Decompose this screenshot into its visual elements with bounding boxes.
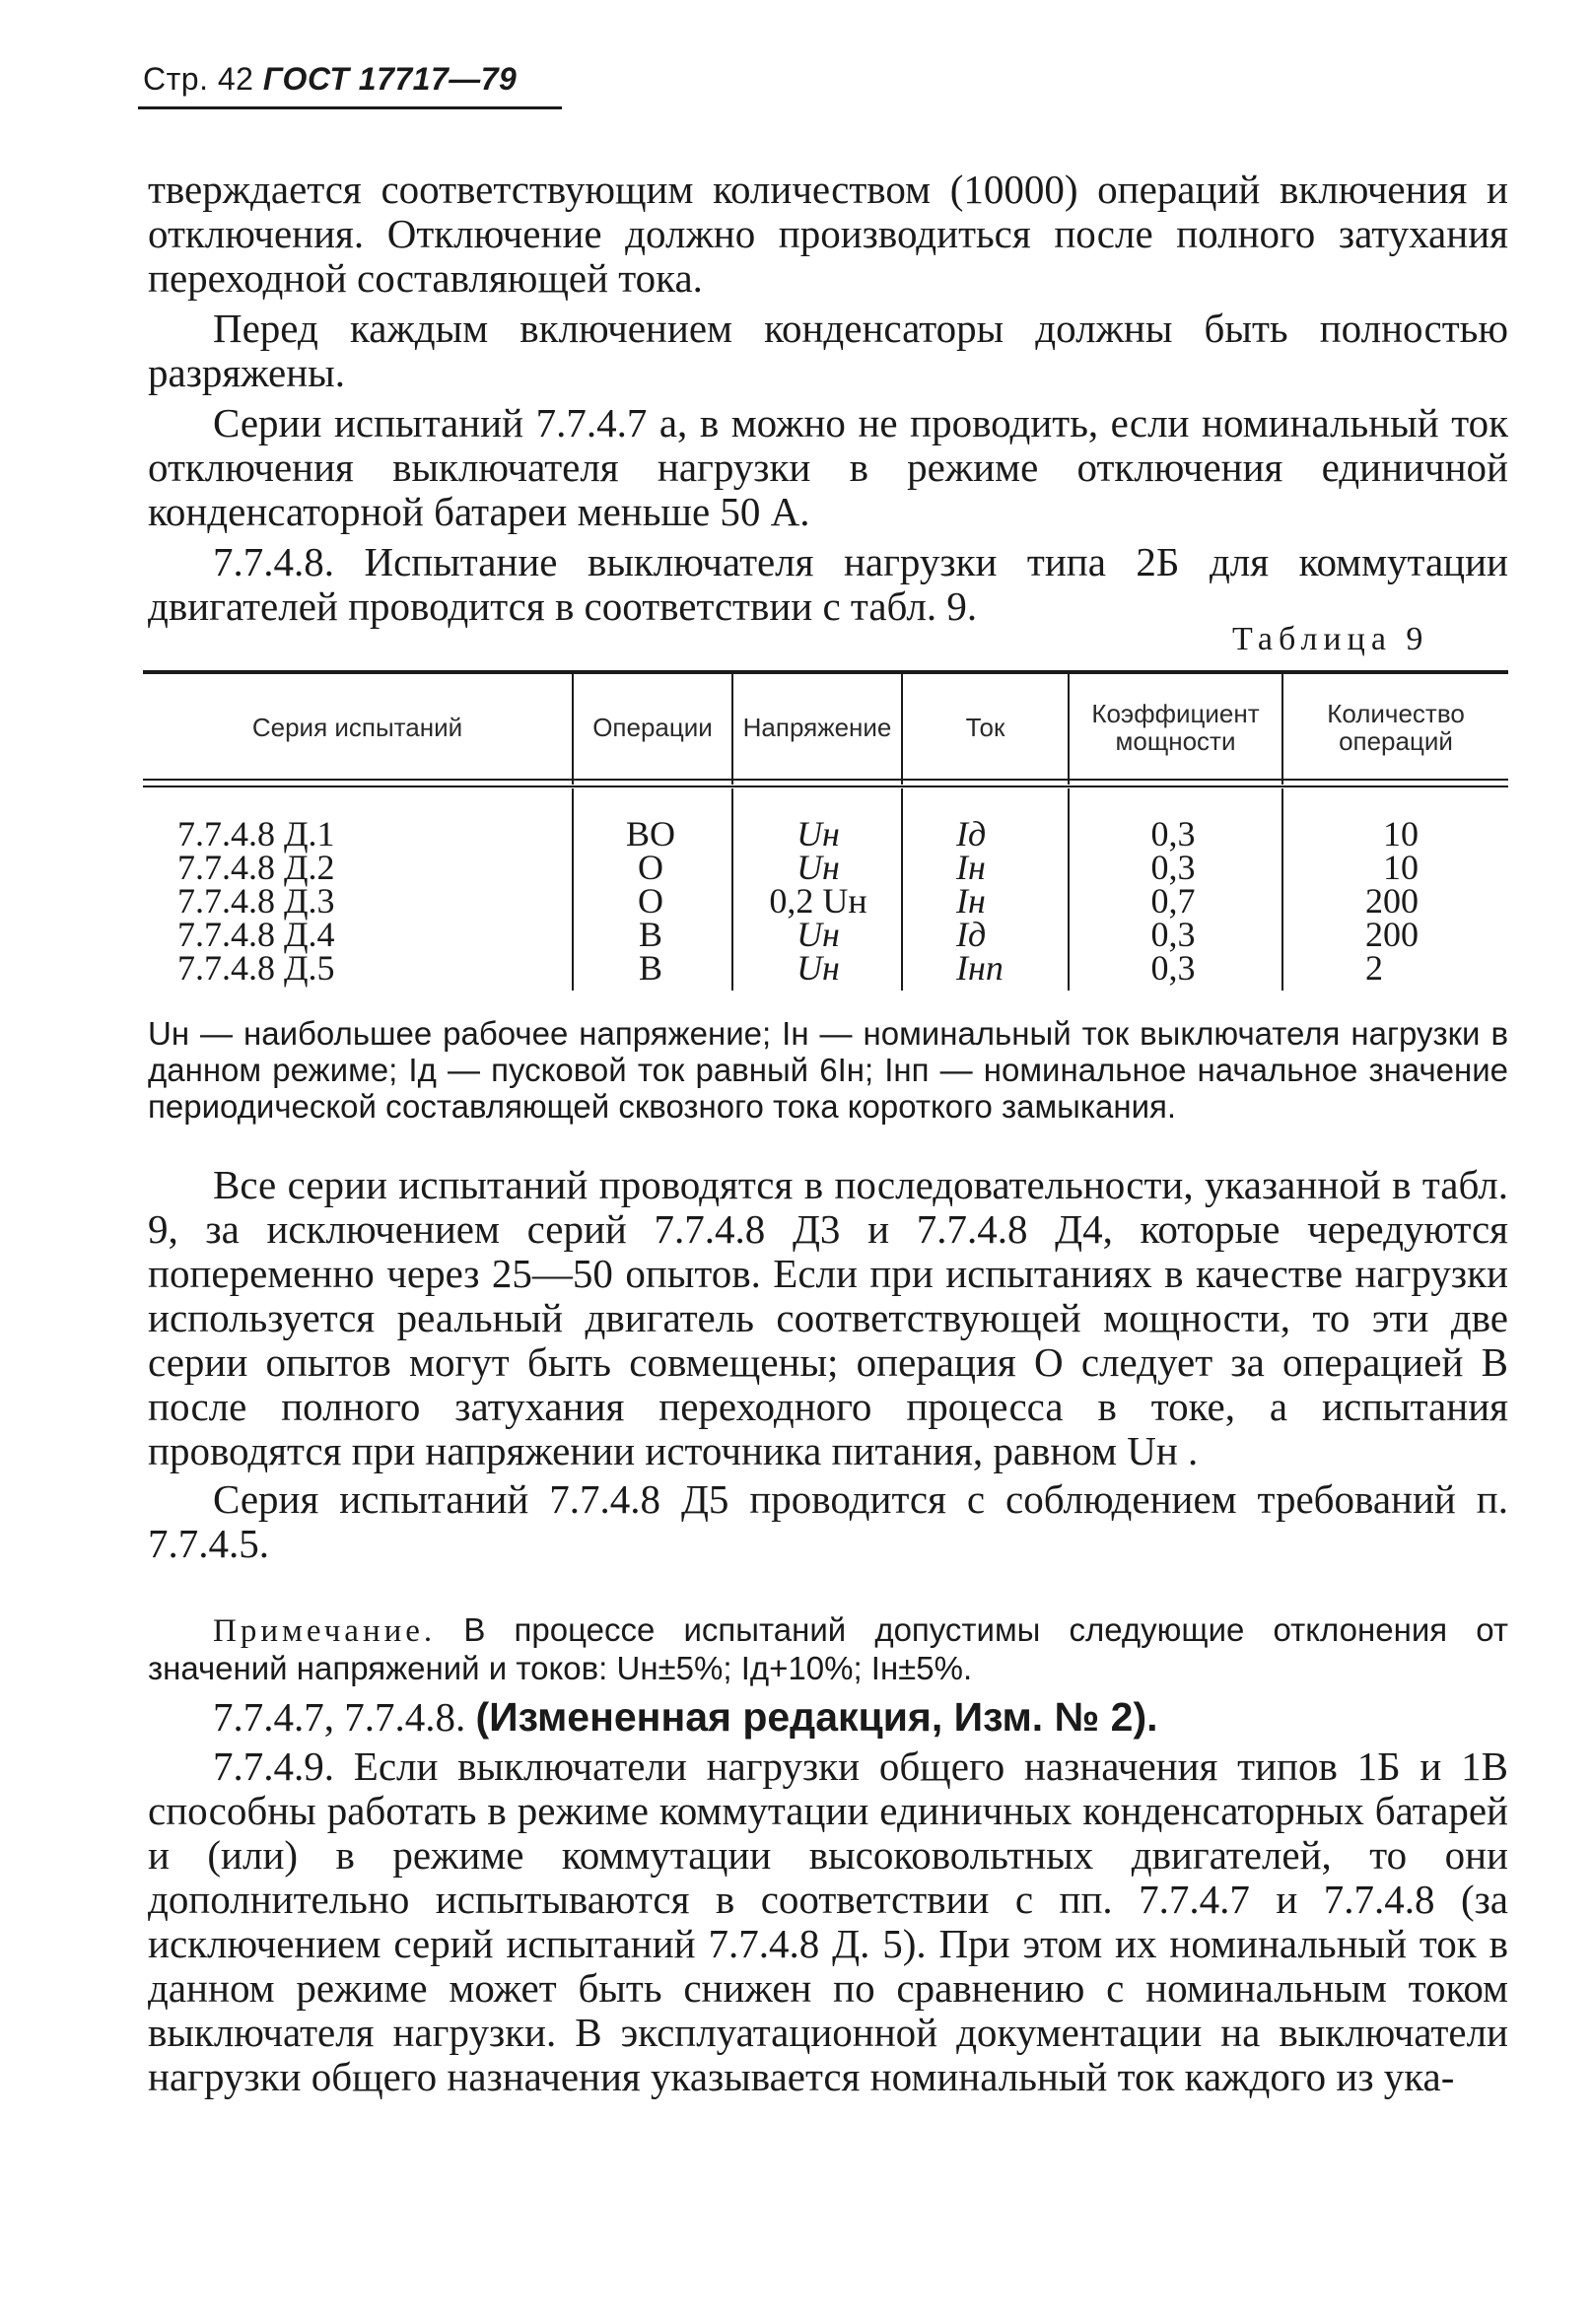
cell-voltage: Uн <box>796 814 840 854</box>
cell-count: 10 <box>1383 814 1419 854</box>
table-col-divider <box>901 788 903 991</box>
paragraph-7-7-4-8: 7.7.4.8. Испытание выключателя нагрузки типа 2Б для коммутации двигателей проводится в соответствии с табл. 9. <box>148 539 1508 629</box>
cell-power-factor: 0,3 <box>1150 915 1196 954</box>
cell-series: 7.7.4.8 Д.2 <box>177 848 335 887</box>
amendment-text: (Измененная редакция, Изм. № 2). <box>475 1694 1158 1740</box>
cell-current: Iн <box>956 848 986 887</box>
note-text: В процессе испытаний допустимы следующие отклонения от значений напряжений и токов: Uн±5%; Iд+10%; Iн±5%. <box>148 1611 1508 1686</box>
amendment-line <box>148 1695 1508 1740</box>
note-label: Примечание. <box>213 1613 437 1649</box>
table-col-divider <box>1068 788 1070 991</box>
table-top-rule <box>143 670 1508 674</box>
table-header-power-factor: Коэффициент мощности <box>1091 698 1260 756</box>
cell-current: Iнп <box>956 948 1004 988</box>
cell-series: 7.7.4.8 Д.1 <box>177 814 335 854</box>
header-rule <box>138 106 562 109</box>
paragraph-d5: Серия испытаний 7.7.4.8 Д5 проводится с соблюдением требований п. 7.7.4.5. <box>148 1476 1508 1566</box>
text-block-top <box>148 168 1508 629</box>
table-header-operations: Операции <box>592 712 713 742</box>
paragraph-continuation: тверждается соответствующим количеством (10000) операций включения и отключения. Отключение должно производиться после полного затухания переходной составляющей тока. <box>148 167 1508 301</box>
cell-operations: О <box>638 848 663 887</box>
table-note-block <box>148 1015 1508 1125</box>
cell-power-factor: 0,3 <box>1150 948 1196 988</box>
page-header <box>143 59 517 99</box>
table-header-count: Количество операций <box>1327 698 1465 756</box>
table-header-rule-double <box>143 786 1508 787</box>
cell-current: Iд <box>956 814 987 854</box>
note-block <box>148 1611 1508 1688</box>
table-col-divider <box>1281 788 1283 991</box>
cell-series: 7.7.4.8 Д.3 <box>177 881 335 921</box>
cell-count: 200 <box>1365 881 1419 921</box>
paragraph-sequence: Все серии испытаний проводятся в последовательности, указанной в табл. 9, за исключением серий 7.7.4.8 Д3 и 7.7.4.8 Д4, которые чередуются попеременно через 25—50 опытов. Если при испытаниях в качестве нагрузки используется реальный двигатель соответствующей мощности, то эти две серии опытов могут быть совмещены; операция О следует за операцией В после полного затухания переходного процесса в токе, а испытания проводятся при напряжении источника питания, равном Uн . <box>148 1162 1508 1473</box>
cell-series: 7.7.4.8 Д.4 <box>177 915 335 954</box>
note-paragraph <box>148 1611 1508 1688</box>
cell-voltage: Uн <box>796 948 840 988</box>
table-header-rule <box>143 779 1508 781</box>
amendment-block <box>148 1695 1508 1740</box>
table-col-divider <box>572 788 574 991</box>
cell-series: 7.7.4.8 Д.5 <box>177 948 335 988</box>
cell-count: 10 <box>1383 848 1419 887</box>
text-block-bottom <box>148 1744 1508 2099</box>
cell-current: Iн <box>956 881 986 921</box>
table-header-voltage: Напряжение <box>742 712 892 742</box>
standard-number: ГОСТ 17717—79 <box>262 61 518 97</box>
paragraph-series-skip: Серии испытаний 7.7.4.7 а, в можно не проводить, если номинальный ток отключения выключателя нагрузки в режиме отключения единичной конденсаторной батареи меньше 50 А. <box>148 400 1508 534</box>
table-header-series: Серия испытаний <box>251 712 463 742</box>
cell-voltage: Uн <box>796 915 840 954</box>
cell-voltage: Uн <box>796 848 840 887</box>
cell-operations: В <box>638 915 662 954</box>
cell-operations: О <box>638 881 663 921</box>
table-col-divider <box>731 788 733 991</box>
table-legend: Uн — наибольшее рабочее напряжение; Iн — номинальный ток выключателя нагрузки в данном режиме; Iд — пусковой ток равный 6Iн; Iнп — номинальное начальное значение периодической составляющей сквозного тока короткого замыкания. <box>148 1015 1508 1125</box>
paragraph-7-7-4-9: 7.7.4.9. Если выключатели нагрузки общего назначения типов 1Б и 1В способны работать в режиме коммутации единичных конденсаторных батарей и (или) в режиме коммутации высоковольтных двигателей, то они дополнительно испытываются в соответствии с пп. 7.7.4.7 и 7.7.4.8 (за исключением серий испытаний 7.7.4.8 Д. 5). При этом их номинальный ток в данном режиме может быть снижен по сравнению с номинальным током выключателя нагрузки. В эксплуатационной документации на выключатели нагрузки общего назначения указывается номинальный ток каждого из ука- <box>148 1743 1508 2099</box>
text-block-middle <box>148 1163 1508 1566</box>
amendment-ref: 7.7.4.7, 7.7.4.8. <box>213 1694 466 1740</box>
cell-count: 200 <box>1365 915 1419 954</box>
cell-power-factor: 0,3 <box>1150 848 1196 887</box>
page-label: Стр. 42 <box>143 61 254 97</box>
cell-power-factor: 0,3 <box>1150 814 1196 854</box>
cell-power-factor: 0,7 <box>1150 881 1196 921</box>
table-caption: Таблица 9 <box>1232 621 1429 657</box>
cell-voltage: 0,2 Uн <box>769 881 867 921</box>
cell-current: Iд <box>956 915 987 954</box>
table-header-current: Ток <box>965 712 1005 742</box>
cell-operations: В <box>638 948 662 988</box>
cell-count: 2 <box>1365 948 1383 988</box>
paragraph-capacitors: Перед каждым включением конденсаторы должны быть полностью разряжены. <box>148 306 1508 395</box>
cell-operations: ВО <box>625 814 675 854</box>
